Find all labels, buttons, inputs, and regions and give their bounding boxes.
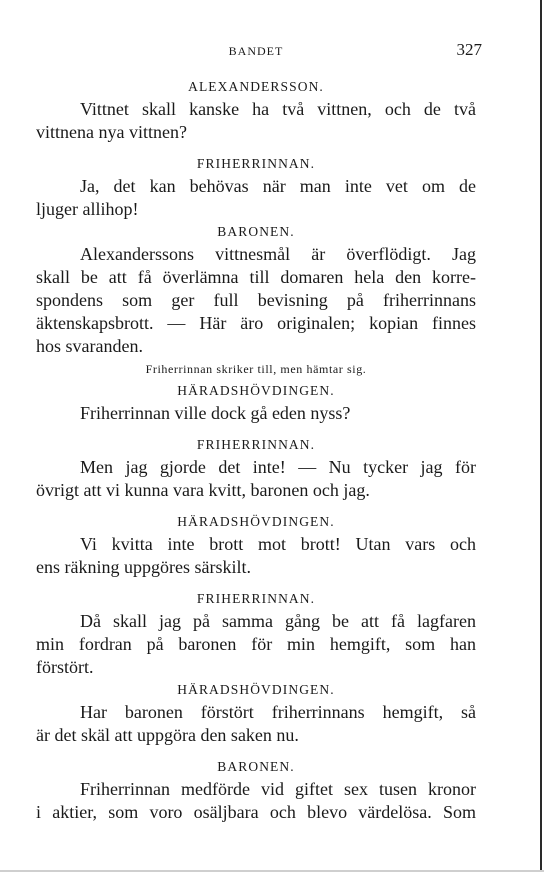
- text-line: Alexanderssons vittnesmål är överflödigt. Jag: [80, 244, 476, 264]
- text-line: Friherrinnan medförde vid giftet sex tusen kronor: [80, 779, 476, 799]
- text-line: ljuger allihop!: [36, 199, 139, 219]
- text-line: är det skäl att uppgöra den saken nu.: [36, 725, 299, 745]
- speaker-name: ALEXANDERSSON.: [188, 79, 324, 94]
- book-page: [36, 40, 482, 824]
- text-line: äktenskapsbrott. — Här äro originalen; kopian finnes: [36, 313, 476, 333]
- speaker-name: FRIHERRINNAN.: [196, 437, 316, 452]
- text-line: Men jag gjorde det inte! — Nu tycker jag för: [80, 457, 476, 477]
- text-line: skall be att få överlämna till domaren hela den korre-: [36, 267, 476, 287]
- text-line: övrigt att vi kunna vara kvitt, baronen och jag.: [36, 480, 370, 500]
- speaker-name: BARONEN.: [217, 759, 295, 774]
- text-line: ens räkning uppgöres särskilt.: [36, 557, 251, 577]
- text-line: Ja, det kan behövas när man inte vet om de: [80, 176, 476, 196]
- text-line: Vittnet skall kanske ha två vittnen, och de två: [80, 99, 476, 119]
- scan-right-edge: [540, 0, 542, 872]
- stage-direction: Friherrinnan skriker till, men hämtar sig.: [145, 362, 367, 376]
- speaker-name: HÄRADSHÖVDINGEN.: [177, 383, 335, 398]
- text-line: Friherrinnan ville dock gå eden nyss?: [80, 403, 351, 423]
- text-line: vittnena nya vittnen?: [36, 122, 187, 142]
- speaker-name: FRIHERRINNAN.: [196, 156, 316, 171]
- speaker-name: HÄRADSHÖVDINGEN.: [177, 682, 335, 697]
- text-line: förstört.: [36, 657, 94, 677]
- text-line: hos svaranden.: [36, 336, 143, 356]
- page-number: 327: [456, 40, 482, 59]
- text-line: Vi kvitta inte brott mot brott! Utan vars och: [80, 534, 476, 554]
- text-line: spondens som ger full bevisning på friherrinnans: [36, 290, 476, 310]
- running-head: [36, 40, 482, 62]
- text-line: min fordran på baronen för min hemgift, som han: [36, 634, 476, 654]
- text-line: i aktier, som voro osäljbara och blevo värdelösa. Som: [36, 802, 476, 822]
- speaker-name: BARONEN.: [217, 224, 295, 239]
- text-line: Då skall jag på samma gång be att få lagfaren: [80, 611, 476, 631]
- speaker-name: FRIHERRINNAN.: [196, 591, 316, 606]
- running-title: BANDET: [228, 44, 284, 58]
- speaker-name: HÄRADSHÖVDINGEN.: [177, 514, 335, 529]
- text-line: Har baronen förstört friherrinnans hemgift, så: [80, 702, 476, 722]
